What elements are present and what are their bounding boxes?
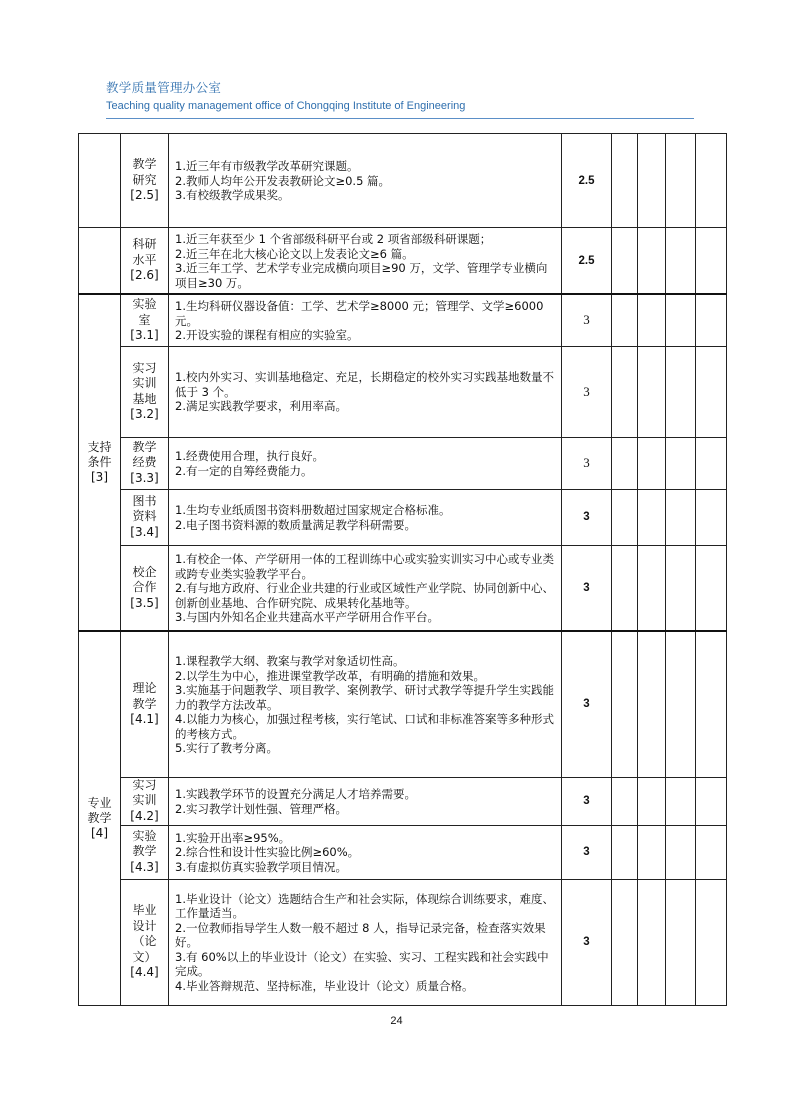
- grading-cell-empty: [612, 228, 638, 295]
- grading-cell-empty: [696, 631, 727, 777]
- sub-indicator-line: [2.5]: [130, 188, 159, 203]
- sub-indicator-line: 实习: [132, 777, 157, 792]
- grading-cell-empty: [638, 134, 666, 228]
- criteria-content-cell: [169, 879, 562, 1005]
- grading-cell-empty: [666, 437, 696, 489]
- grading-cell-empty: [638, 825, 666, 879]
- criteria-item: 1.经费使用合理，执行良好。: [175, 449, 324, 463]
- criteria-content-cell: [169, 825, 562, 879]
- criteria-item: 2.以学生为中心，推进课堂教学改革，有明确的措施和效果。: [175, 668, 485, 683]
- score-cell: 2.5: [562, 134, 612, 228]
- criteria-content-cell: [169, 545, 562, 631]
- grading-cell-empty: [612, 437, 638, 489]
- category-support-conditions: [79, 294, 121, 631]
- criteria-item: 3.近三年工学、艺术学专业完成横向项目≥90 万，文学、管理学专业横向项目≥30 万。: [175, 261, 548, 290]
- grading-cell-empty: [666, 346, 696, 437]
- sub-indicator-line: 文）: [132, 949, 157, 964]
- sub-indicator-line: 水平: [132, 252, 157, 267]
- grading-cell-empty: [696, 879, 727, 1005]
- grading-cell-empty: [638, 228, 666, 295]
- grading-cell-empty: [666, 825, 696, 879]
- score-cell: 2.5: [562, 228, 612, 295]
- sub-indicator-line: [3.1]: [130, 328, 159, 342]
- grading-cell-empty: [612, 825, 638, 879]
- table-row: [79, 777, 727, 825]
- sub-indicator-line: [4.3]: [130, 859, 159, 874]
- sub-indicator-line: 图书: [132, 493, 157, 508]
- sub-indicator-line: 基地: [132, 391, 157, 406]
- sub-indicator-line: 实训: [132, 376, 157, 390]
- grading-cell-empty: [666, 879, 696, 1005]
- category-label-line: [4]: [91, 825, 108, 840]
- grading-cell-empty: [666, 228, 696, 295]
- criteria-item: 1.实践教学环节的设置充分满足人才培养需要。: [175, 787, 416, 801]
- criteria-content-cell: [169, 228, 562, 295]
- table-row: [79, 134, 727, 228]
- score-cell: 3: [562, 825, 612, 879]
- criteria-item: 3.实施基于问题教学、项目教学、案例教学、研讨式教学等提升学生实践能力的教学方法改革。: [175, 683, 554, 712]
- sub-indicator-line: 实验: [132, 828, 157, 843]
- criteria-item: 2.综合性和设计性实验比例≥60%。: [175, 845, 360, 860]
- score-cell: 3: [562, 777, 612, 825]
- evaluation-table: [78, 133, 727, 1006]
- criteria-item: 2.教师人均年公开发表教研论文≥0.5 篇。: [175, 173, 391, 188]
- sub-indicator-cell: [121, 437, 169, 489]
- criteria-item: 1.有校企一体、产学研用一体的工程训练中心或实验实训实习中心或专业类或跨专业类实验教学平台。: [175, 552, 554, 581]
- category-cell-empty: [79, 134, 121, 228]
- sub-indicator-line: [3.3]: [130, 470, 159, 485]
- grading-cell-empty: [638, 489, 666, 545]
- criteria-item: 2.电子图书资料源的数质量满足教学科研需要。: [175, 517, 416, 532]
- criteria-item: 4.毕业答辩规范、坚持标准，毕业设计（论文）质量合格。: [175, 978, 474, 993]
- score-cell: 3: [562, 545, 612, 631]
- grading-cell-empty: [696, 294, 727, 346]
- sub-indicator-line: 教学: [132, 439, 157, 454]
- sub-indicator-line: [3.4]: [130, 524, 159, 539]
- grading-cell-empty: [666, 777, 696, 825]
- grading-cell-empty: [696, 489, 727, 545]
- sub-indicator-cell: [121, 134, 169, 228]
- grading-cell-empty: [696, 437, 727, 489]
- sub-indicator-line: 经费: [132, 455, 157, 470]
- grading-cell-empty: [638, 631, 666, 777]
- criteria-item: 1.课程教学大纲、教案与教学对象适切性高。: [175, 654, 405, 668]
- category-label-line: 教学: [87, 810, 112, 825]
- category-label-line: 条件: [87, 455, 112, 469]
- criteria-item: 2.近三年在北大核心论文以上发表论文≥6 篇。: [175, 246, 414, 261]
- grading-cell-empty: [696, 777, 727, 825]
- grading-cell-empty: [666, 294, 696, 346]
- grading-cell-empty: [612, 489, 638, 545]
- sub-indicator-line: 教学: [132, 157, 157, 172]
- criteria-content-cell: [169, 489, 562, 545]
- grading-cell-empty: [612, 631, 638, 777]
- criteria-item: 2.实习教学计划性强、管理严格。: [175, 801, 347, 816]
- sub-indicator-line: [3.5]: [130, 595, 159, 610]
- grading-cell-empty: [612, 879, 638, 1005]
- sub-indicator-cell: [121, 294, 169, 346]
- sub-indicator-cell: [121, 879, 169, 1005]
- sub-indicator-line: 实训: [132, 793, 157, 808]
- sub-indicator-line: 毕业: [132, 903, 157, 918]
- category-label-line: 支持: [87, 440, 112, 454]
- grading-cell-empty: [638, 777, 666, 825]
- criteria-item: 1.生均专业纸质图书资料册数超过国家规定合格标准。: [175, 503, 451, 517]
- criteria-item: 3.有虚拟仿真实验教学项目情况。: [175, 859, 347, 874]
- category-label-line: [3]: [91, 470, 108, 484]
- criteria-item: 2.有一定的自筹经费能力。: [175, 463, 313, 478]
- sub-indicator-line: [4.1]: [130, 712, 159, 726]
- grading-cell-empty: [696, 825, 727, 879]
- grading-cell-empty: [696, 228, 727, 295]
- score-cell: 3: [562, 437, 612, 489]
- grading-cell-empty: [612, 545, 638, 631]
- criteria-content-cell: [169, 346, 562, 437]
- header-divider: [106, 118, 694, 119]
- grading-cell-empty: [612, 346, 638, 437]
- criteria-item: 1.实验开出率≥95%。: [175, 830, 291, 845]
- criteria-content-cell: [169, 294, 562, 346]
- criteria-item: 1.近三年有市级教学改革研究课题。: [175, 159, 359, 174]
- grading-cell-empty: [666, 545, 696, 631]
- sub-indicator-line: [2.6]: [130, 268, 159, 283]
- table-row: [79, 545, 727, 631]
- criteria-item: 3.有校级教学成果奖。: [175, 188, 290, 203]
- criteria-item: 3.与国内外知名企业共建高水平产学研用合作平台。: [175, 610, 439, 624]
- sub-indicator-line: 科研: [132, 237, 157, 252]
- criteria-item: 5.实行了教考分离。: [175, 741, 278, 755]
- table-row: [79, 879, 727, 1005]
- sub-indicator-line: 理论: [132, 681, 157, 695]
- sub-indicator-line: 实验: [132, 297, 157, 311]
- score-cell: 3: [562, 489, 612, 545]
- grading-cell-empty: [696, 134, 727, 228]
- category-label-line: 专业: [87, 795, 112, 810]
- category-cell-empty: [79, 228, 121, 295]
- table-row: [79, 228, 727, 295]
- criteria-item: 1.生均科研仪器设备值：工学、艺术学≥8000 元；管理学、文学≥6000 元。: [175, 299, 544, 328]
- criteria-content-cell: [169, 437, 562, 489]
- sub-indicator-line: 校企: [132, 564, 157, 579]
- table-row: [79, 294, 727, 346]
- table-row: [79, 437, 727, 489]
- criteria-content-cell: [169, 777, 562, 825]
- grading-cell-empty: [696, 545, 727, 631]
- sub-indicator-line: 合作: [132, 580, 157, 594]
- grading-cell-empty: [666, 134, 696, 228]
- table-row: [79, 631, 727, 777]
- category-professional-teaching: [79, 631, 121, 1005]
- grading-cell-empty: [638, 346, 666, 437]
- grading-cell-empty: [612, 777, 638, 825]
- score-cell: 3: [562, 631, 612, 777]
- grading-cell-empty: [612, 134, 638, 228]
- sub-indicator-line: （论: [132, 934, 157, 949]
- header-subtitle: Teaching quality management office of Chongqing Institute of Engineering: [106, 100, 466, 112]
- criteria-item: 2.满足实践教学要求，利用率高。: [175, 399, 347, 414]
- grading-cell-empty: [638, 879, 666, 1005]
- score-cell: 3: [562, 346, 612, 437]
- sub-indicator-line: [4.2]: [130, 808, 159, 823]
- page-number: 24: [390, 1015, 403, 1027]
- grading-cell-empty: [638, 294, 666, 346]
- table-row: [79, 346, 727, 437]
- grading-cell-empty: [696, 346, 727, 437]
- criteria-item: 2.开设实验的课程有相应的实验室。: [175, 328, 359, 342]
- sub-indicator-line: 教学: [132, 844, 157, 859]
- sub-indicator-line: 资料: [132, 509, 157, 524]
- criteria-item: 2.有与地方政府、行业企业共建的行业或区域性产业学院、协同创新中心、创新创业基地、合作研究院、成果转化基地等。: [175, 581, 554, 610]
- grading-cell-empty: [638, 545, 666, 631]
- sub-indicator-cell: [121, 545, 169, 631]
- sub-indicator-line: 研究: [132, 172, 157, 187]
- criteria-content-cell: [169, 134, 562, 228]
- score-cell: 3: [562, 879, 612, 1005]
- sub-indicator-line: 设计: [132, 918, 157, 933]
- sub-indicator-line: [4.4]: [130, 965, 159, 980]
- criteria-item: 3.有 60%以上的毕业设计（论文）在实验、实习、工程实践和社会实践中完成。: [175, 949, 549, 979]
- sub-indicator-cell: [121, 489, 169, 545]
- score-cell: 3: [562, 294, 612, 346]
- criteria-item: 1.近三年获至少 1 个省部级科研平台或 2 项省部级科研课题；: [175, 232, 492, 246]
- header-title: 教学质量管理办公室: [106, 80, 222, 95]
- grading-cell-empty: [666, 489, 696, 545]
- criteria-content-cell: [169, 631, 562, 777]
- table-row: [79, 825, 727, 879]
- sub-indicator-cell: [121, 825, 169, 879]
- criteria-item: 2.一位教师指导学生人数一般不超过 8 人，指导记录完备，检查落实效果好。: [175, 920, 546, 950]
- sub-indicator-line: [3.2]: [130, 407, 159, 421]
- sub-indicator-cell: [121, 228, 169, 295]
- sub-indicator-cell: [121, 631, 169, 777]
- sub-indicator-cell: [121, 777, 169, 825]
- criteria-item: 1.校内外实习、实训基地稳定、充足，长期稳定的校外实习实践基地数量不低于 3 个。: [175, 370, 554, 399]
- grading-cell-empty: [638, 437, 666, 489]
- grading-cell-empty: [612, 294, 638, 346]
- sub-indicator-line: 教学: [132, 696, 157, 711]
- criteria-item: 4.以能力为核心，加强过程考核，实行笔试、口试和非标准答案等多种形式的考核方式。: [175, 712, 554, 741]
- grading-cell-empty: [666, 631, 696, 777]
- criteria-item: 1.毕业设计（论文）选题结合生产和社会实际，体现综合训练要求，难度、工作量适当。: [175, 891, 554, 921]
- sub-indicator-cell: [121, 346, 169, 437]
- sub-indicator-line: 室: [138, 312, 151, 327]
- table-row: [79, 489, 727, 545]
- sub-indicator-line: 实习: [132, 360, 157, 375]
